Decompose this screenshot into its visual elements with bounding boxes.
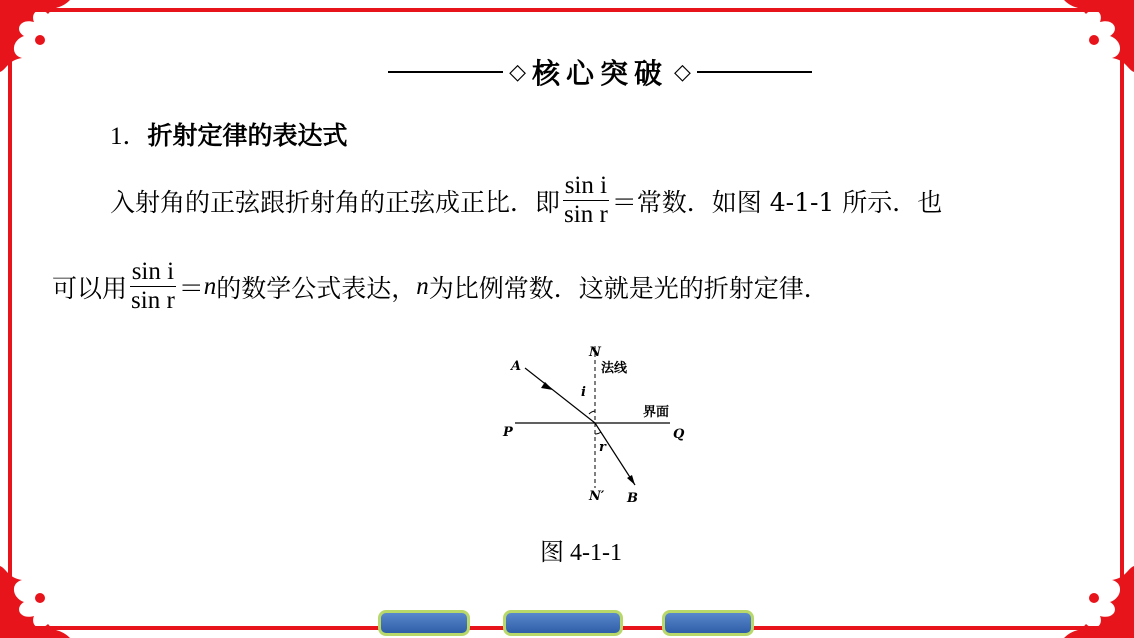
label-interface: 界面 (643, 405, 670, 420)
title-rule-left (388, 71, 503, 73)
fraction-numerator: sin i (564, 172, 608, 199)
variable-n: n (203, 272, 217, 300)
corner-ornament (1014, 518, 1134, 638)
para1-before: 入射角的正弦跟折射角的正弦成正比．即 (110, 187, 561, 217)
label-N: N (589, 345, 601, 360)
variable-n: n (416, 272, 429, 300)
nav-button-next[interactable] (662, 610, 754, 636)
angle-r-arc (595, 432, 601, 434)
diamond-icon: ◇ (674, 59, 691, 85)
label-A: A (511, 359, 522, 374)
corner-ornament (1014, 0, 1134, 120)
corner-ornament (0, 518, 120, 638)
fraction-denominator: sin r (564, 201, 608, 228)
corner-ornament (0, 0, 120, 120)
subheading (110, 116, 348, 152)
paragraph-1 (110, 172, 942, 229)
section-title (355, 52, 845, 92)
paragraph-2 (52, 258, 829, 315)
fraction-numerator: sin i (131, 258, 175, 285)
incident-arrow-icon (541, 382, 553, 390)
heading-number: 1． (110, 123, 148, 150)
nav-button-home[interactable] (503, 610, 623, 636)
fraction-denominator: sin r (131, 287, 175, 314)
fraction (129, 258, 177, 315)
label-normal: 法线 (601, 361, 628, 376)
label-B: B (627, 491, 638, 506)
heading-text: 折射定律的表达式 (147, 121, 348, 150)
equals-sign: ＝ (178, 273, 204, 303)
para1-after: ＝常数．如图 4-1-1 所示．也 (611, 187, 943, 217)
label-i: i (581, 385, 586, 400)
label-N-prime: N′ (589, 489, 605, 504)
angle-i-arc (589, 411, 595, 414)
para2-mid: 的数学公式表达， (216, 273, 417, 303)
label-P: P (503, 425, 513, 440)
para2-after: 为比例常数．这就是光的折射定律． (428, 273, 829, 303)
title-rule-right (697, 71, 812, 73)
label-r: r (599, 440, 606, 455)
refraction-diagram (495, 338, 695, 508)
refracted-arrow-icon (627, 475, 635, 485)
para2-before: 可以用 (52, 273, 128, 303)
figure-caption: 图 4-1-1 (540, 540, 622, 566)
diamond-icon: ◇ (509, 59, 526, 85)
section-title-text: 核心突破 (531, 57, 668, 90)
label-Q: Q (673, 427, 685, 442)
nav-button-prev[interactable] (378, 610, 470, 636)
fraction (562, 172, 610, 229)
